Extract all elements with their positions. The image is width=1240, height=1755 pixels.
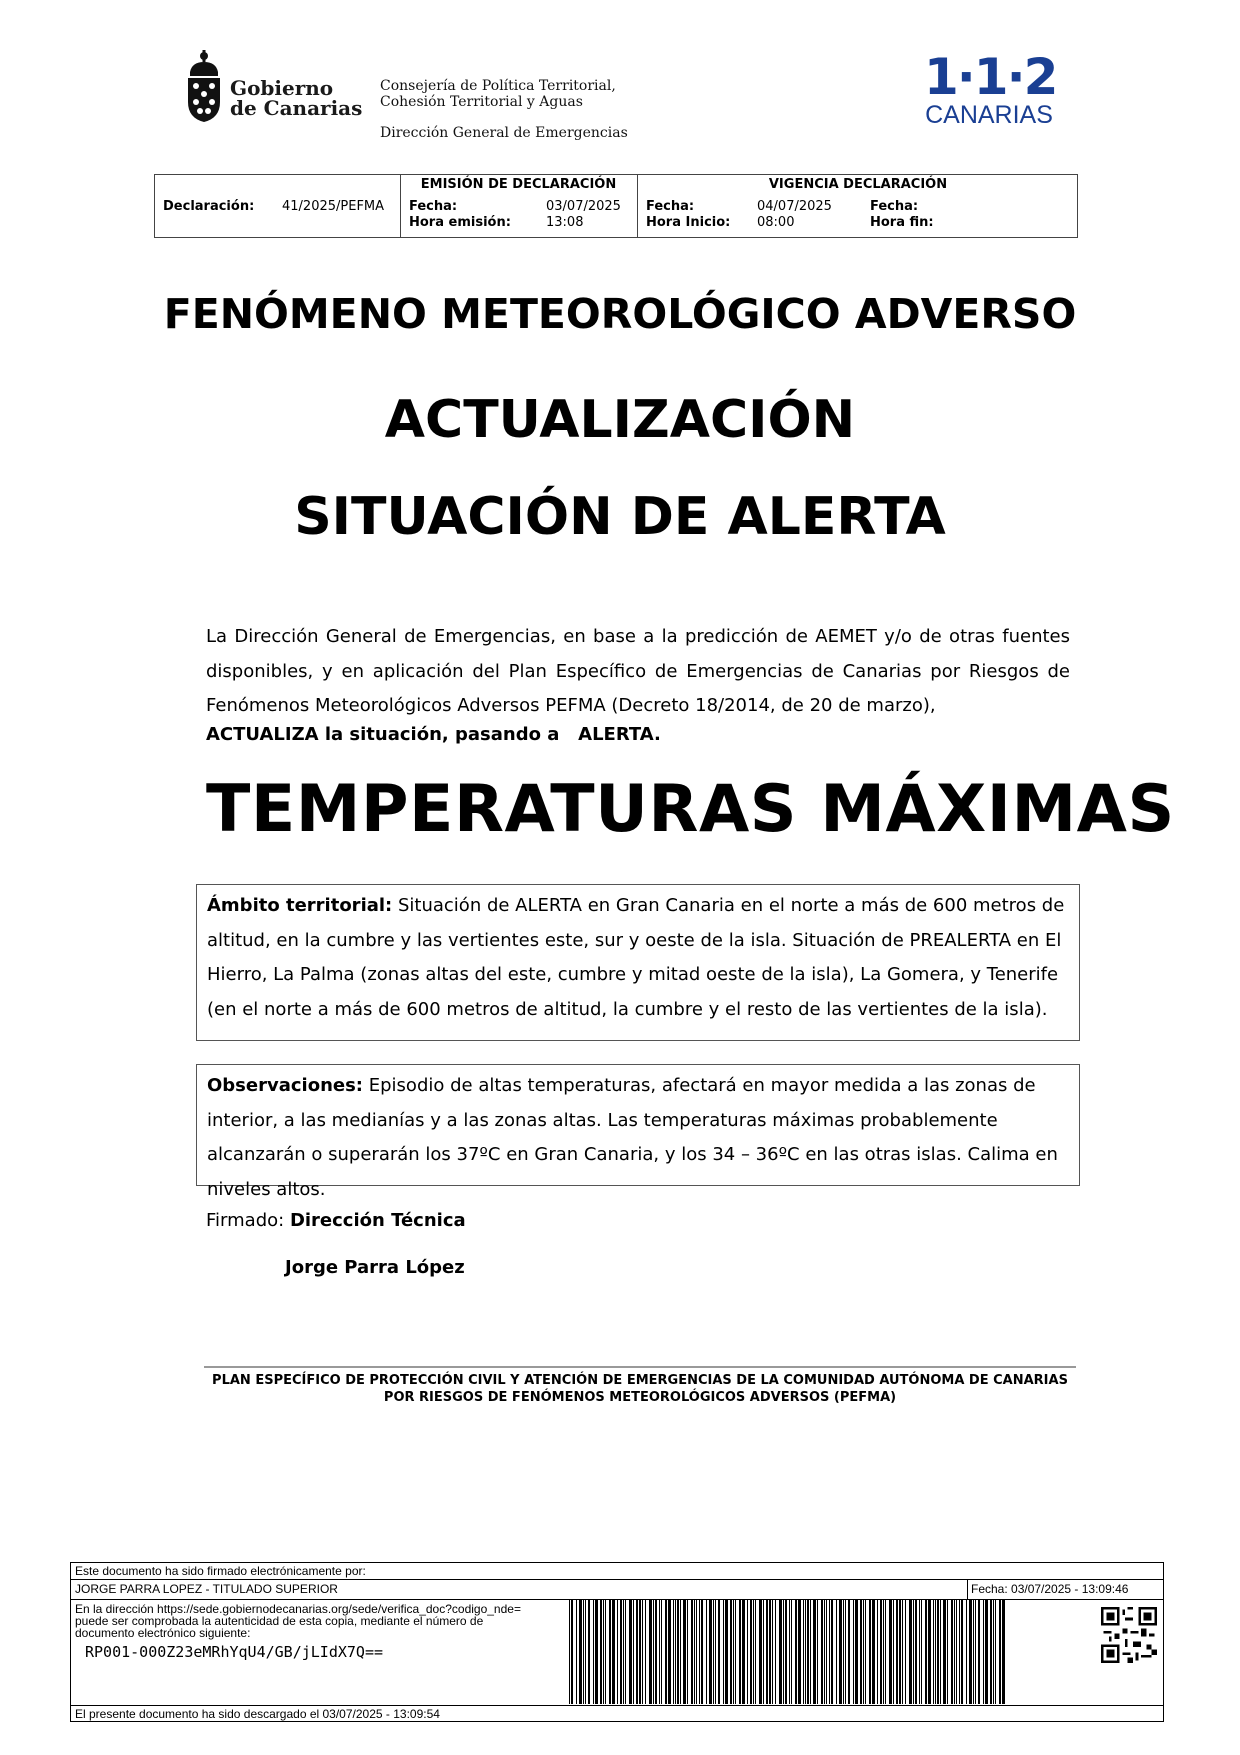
- esign-signed-by-label: Este documento ha sido firmado electrónicamente por:: [75, 1564, 366, 1578]
- scope-label: Ámbito territorial:: [207, 895, 393, 916]
- intro-conclusion: ACTUALIZA la situación, pasando a ALERTA.: [206, 724, 661, 745]
- footer-plan-line1: PLAN ESPECÍFICO DE PROTECCIÓN CIVIL Y ATENCIÓN DE EMERGENCIAS DE LA COMUNIDAD AUTÓNOMA DE CANARIAS: [212, 1373, 1068, 1388]
- emission-time: 13:08: [546, 215, 584, 230]
- start-time: 08:00: [757, 215, 795, 230]
- validity-header: VIGENCIA DECLARACIÓN: [768, 177, 948, 192]
- esign-doc-code: RP001-000Z23eMRhYqU4/GB/jLIdX7Q==: [85, 1643, 384, 1661]
- barcode-icon: [569, 1600, 1009, 1704]
- emission-date-label: Fecha:: [409, 199, 458, 214]
- observations-label: Observaciones:: [207, 1075, 364, 1096]
- signed-by: [206, 1210, 466, 1231]
- scope-box: [196, 884, 1080, 1041]
- end-time-label: Hora fin:: [870, 215, 934, 230]
- logo-112-sub: CANARIAS: [925, 101, 1053, 129]
- esign-verify-line1: En la dirección https://sede.gobiernodecanarias.org/sede/verifica_doc?codigo_nde=: [75, 1602, 521, 1616]
- logo-112-number: 1·1·2: [924, 48, 1057, 106]
- gobierno-canarias-emblem-icon: [184, 50, 224, 124]
- start-date-label: Fecha:: [646, 199, 695, 214]
- scope-text: Situación de ALERTA en Gran Canaria en el norte a más de 600 metros de altitud, en la cumbre y las vertientes este, sur y oeste de la isla. Situación de PREALERTA en El Hierro, La Palma (zonas altas del este, cumbre y mitad oeste de la isla), La Gomera, y Tenerife (en el norte a más de 600 metros de altitud, la cumbre y el resto de las vertientes de la isla).: [207, 895, 1065, 1020]
- end-date-label: Fecha:: [870, 199, 919, 214]
- esign-verify-line3: documento electrónico siguiente:: [75, 1626, 251, 1640]
- government-name-line1: Gobierno: [230, 76, 334, 100]
- esign-verify-line2: puede ser comprobada la autenticidad de esta copia, mediante el número de: [75, 1614, 484, 1628]
- emission-date: 03/07/2025: [546, 199, 621, 214]
- esign-date: Fecha: 03/07/2025 - 13:09:46: [971, 1582, 1129, 1596]
- intro-paragraph: La Dirección General de Emergencias, en base a la predicción de AEMET y/o de otras fuentes disponibles, y en aplicación del Plan Específico de Emergencias de Canarias por Riesgos de Fenómenos Meteorológicos Adversos PEFMA (Decreto 18/2014, de 20 de marzo),: [206, 626, 1070, 716]
- department-name: [380, 78, 616, 110]
- government-name: [230, 78, 362, 118]
- emission-header: EMISIÓN DE DECLARACIÓN: [420, 177, 617, 192]
- emission-time-label: Hora emisión:: [409, 215, 511, 230]
- department-line2: Cohesión Territorial y Aguas: [380, 94, 583, 110]
- footer-plan: [204, 1372, 1076, 1406]
- situation-title: SITUACIÓN DE ALERTA: [294, 487, 946, 547]
- signed-role: Dirección Técnica: [289, 1210, 466, 1231]
- phenomenon-title: FENÓMENO METEOROLÓGICO ADVERSO: [163, 290, 1077, 338]
- start-date: 04/07/2025: [757, 199, 832, 214]
- update-title: ACTUALIZACIÓN: [384, 390, 856, 450]
- start-time-label: Hora Inicio:: [646, 215, 731, 230]
- declaration-table: [154, 174, 1078, 238]
- department-line1: Consejería de Política Territorial,: [380, 78, 616, 94]
- signer-name: Jorge Parra López: [285, 1257, 465, 1278]
- directorate-name: Dirección General de Emergencias: [380, 125, 628, 141]
- esign-signer: JORGE PARRA LOPEZ - TITULADO SUPERIOR: [75, 1582, 338, 1596]
- declaration-number: 41/2025/PEFMA: [282, 199, 385, 214]
- observations-box: [196, 1064, 1080, 1200]
- declaration-label: Declaración:: [163, 199, 255, 214]
- footer-plan-line2: POR RIESGOS DE FENÓMENOS METEOROLÓGICOS ADVERSOS (PEFMA): [383, 1390, 897, 1405]
- esign-downloaded: El presente documento ha sido descargado el 03/07/2025 - 13:09:54: [75, 1707, 440, 1721]
- footer-divider: [204, 1366, 1076, 1368]
- alert-type-title: TEMPERATURAS MÁXIMAS: [206, 772, 1175, 847]
- signed-label: Firmado:: [206, 1210, 285, 1231]
- logo-112-canarias: [924, 48, 1057, 129]
- esignature-box: [70, 1562, 1164, 1722]
- observations-text: Episodio de altas temperaturas, afectará en mayor medida a las zonas de interior, a las medianías y a las zonas altas. Las temperaturas máximas probablemente alcanzarán o superarán los 37ºC en Gran Canaria, y los 34 – 36ºC en las otras islas. Calima en niveles altos.: [207, 1075, 1058, 1200]
- qr-code-icon: [1101, 1607, 1157, 1663]
- government-name-line2: de Canarias: [230, 96, 363, 120]
